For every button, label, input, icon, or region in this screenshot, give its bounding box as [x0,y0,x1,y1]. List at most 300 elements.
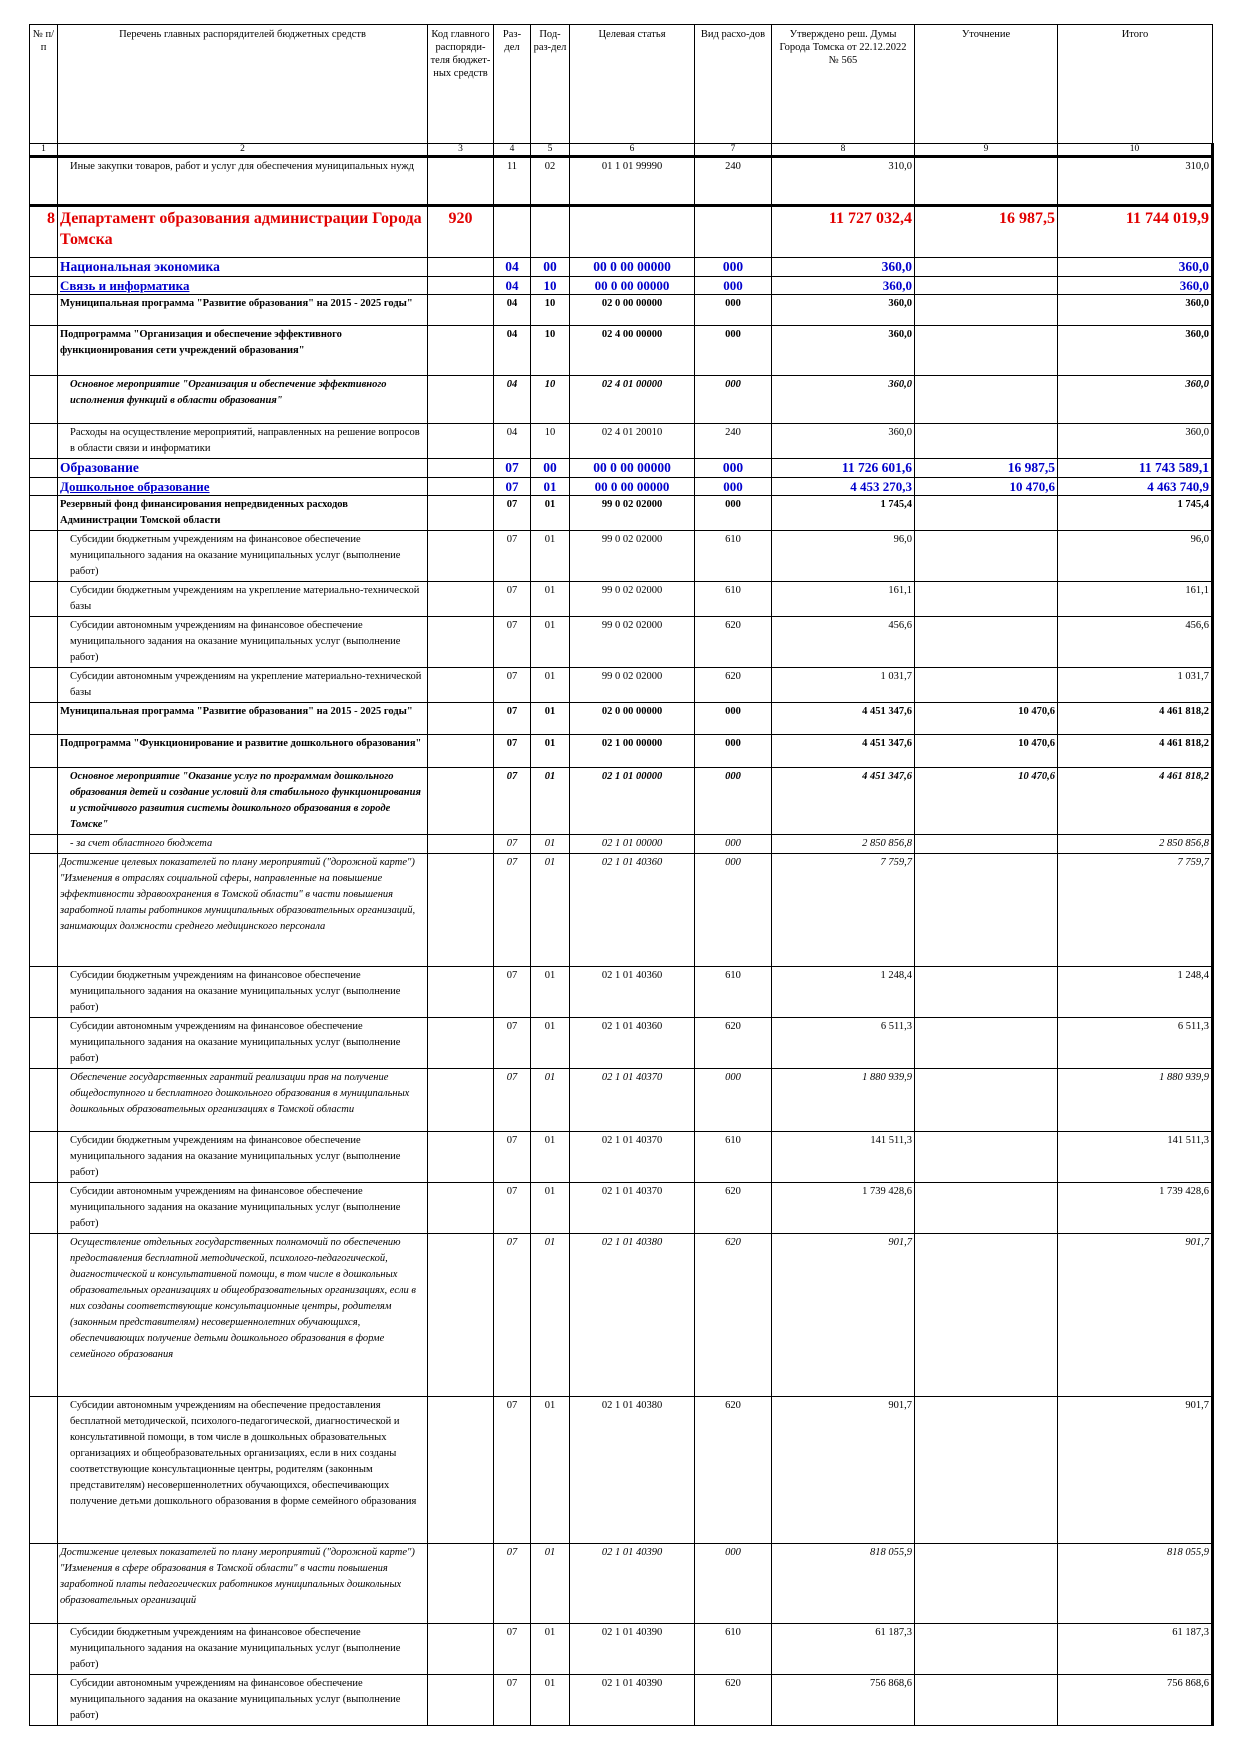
row-change [915,496,1058,531]
row-podrazdel: 01 [531,1544,570,1624]
row-total: 360,0 [1058,258,1213,277]
row-name: Резервный фонд финансирования непредвиденных расходов Администрации Томской области [58,496,428,531]
row-razdel: 07 [494,531,531,582]
row-expense-type: 620 [695,1397,772,1544]
row-podrazdel: 00 [531,258,570,277]
row-total: 901,7 [1058,1234,1213,1397]
row-podrazdel: 01 [531,496,570,531]
row-change [915,258,1058,277]
column-number: 4 [494,144,531,157]
row-target-article: 00 0 00 00000 [570,258,695,277]
row-change: 16 987,5 [915,459,1058,478]
row-target-article: 02 0 00 00000 [570,703,695,735]
row-expense-type: 000 [695,258,772,277]
row-number [30,1544,58,1624]
row-razdel: 07 [494,582,531,617]
row-number [30,967,58,1018]
row-razdel: 07 [494,703,531,735]
row-target-article: 02 1 01 00000 [570,768,695,835]
row-podrazdel: 01 [531,735,570,768]
row-number [30,1069,58,1132]
row-change [915,376,1058,424]
row-name: Субсидии автономным учреждениям на финансовое обеспечение муниципального задания на оказание муниципальных услуг (выполнение работ) [58,1018,428,1069]
column-number: 1 [30,144,58,157]
row-approved: 360,0 [772,376,915,424]
row-code [428,1234,494,1397]
row-total: 11 743 589,1 [1058,459,1213,478]
row-podrazdel: 01 [531,1018,570,1069]
row-change: 10 470,6 [915,768,1058,835]
row-name: Основное мероприятие "Организация и обеспечение эффективного исполнения функций в области образования" [58,376,428,424]
row-total: 7 759,7 [1058,854,1213,967]
row-podrazdel: 00 [531,459,570,478]
header-podrazdel: Под-раз-дел [531,25,570,144]
row-razdel: 07 [494,1069,531,1132]
row-podrazdel: 01 [531,582,570,617]
row-number [30,326,58,376]
row-expense-type: 620 [695,1675,772,1726]
row-podrazdel: 01 [531,967,570,1018]
row-total: 141 511,3 [1058,1132,1213,1183]
row-number [30,1132,58,1183]
row-code [428,258,494,277]
row-target-article: 02 4 00 00000 [570,326,695,376]
row-razdel: 07 [494,1234,531,1397]
row-razdel: 07 [494,854,531,967]
header-code: Код главного распоряди-теля бюджет-ных средств [428,25,494,144]
table-row [30,157,1213,206]
row-razdel: 07 [494,1183,531,1234]
row-expense-type: 000 [695,1544,772,1624]
row-number [30,258,58,277]
row-approved: 4 451 347,6 [772,735,915,768]
table-row [30,668,1213,703]
row-approved: 1 248,4 [772,967,915,1018]
row-code [428,854,494,967]
row-number [30,277,58,295]
row-change [915,1132,1058,1183]
row-target-article: 00 0 00 00000 [570,459,695,478]
row-target-article: 02 1 01 40390 [570,1544,695,1624]
row-name: Субсидии автономным учреждениям на укрепление материально-технической базы [58,668,428,703]
row-target-article: 02 1 01 40370 [570,1132,695,1183]
row-expense-type: 000 [695,703,772,735]
row-total: 6 511,3 [1058,1018,1213,1069]
table-row [30,1183,1213,1234]
row-target-article: 02 1 01 40370 [570,1183,695,1234]
row-number: 8 [30,206,58,258]
column-number: 5 [531,144,570,157]
row-approved: 7 759,7 [772,854,915,967]
row-target-article: 02 1 01 40360 [570,854,695,967]
row-approved: 756 868,6 [772,1675,915,1726]
row-change [915,326,1058,376]
header-expense-type: Вид расхо-дов [695,25,772,144]
row-name: Достижение целевых показателей по плану мероприятий ("дорожной карте") "Изменения в отраслях социальной сферы, направленные на повышение эффективности здравоохранения в Томской области" в части повышения заработной платы работников муниципальных образовательных организаций, занимающих должности среднего медицинского персонала [58,854,428,967]
table-row [30,376,1213,424]
row-change [915,617,1058,668]
row-change: 16 987,5 [915,206,1058,258]
row-target-article: 02 4 01 00000 [570,376,695,424]
row-target-article: 00 0 00 00000 [570,277,695,295]
row-expense-type: 000 [695,496,772,531]
row-total: 1 248,4 [1058,967,1213,1018]
row-code [428,835,494,854]
row-change [915,295,1058,326]
row-total: 4 463 740,9 [1058,478,1213,496]
budget-rows [30,157,1213,1726]
row-target-article: 99 0 02 02000 [570,668,695,703]
budget-table [29,24,1214,1726]
row-number [30,496,58,531]
row-total: 4 461 818,2 [1058,735,1213,768]
row-razdel: 07 [494,1675,531,1726]
row-razdel: 07 [494,617,531,668]
row-podrazdel: 01 [531,768,570,835]
row-expense-type: 000 [695,459,772,478]
row-approved: 141 511,3 [772,1132,915,1183]
table-row [30,424,1213,459]
row-expense-type: 240 [695,424,772,459]
row-code [428,531,494,582]
row-expense-type: 620 [695,1018,772,1069]
row-total: 360,0 [1058,295,1213,326]
row-name: Подпрограмма "Функционирование и развитие дошкольного образования" [58,735,428,768]
row-approved: 360,0 [772,424,915,459]
row-change [915,1018,1058,1069]
row-podrazdel: 01 [531,531,570,582]
row-expense-type: 610 [695,531,772,582]
row-name: Иные закупки товаров, работ и услуг для обеспечения муниципальных нужд [58,157,428,206]
table-row [30,1624,1213,1675]
row-approved: 1 880 939,9 [772,1069,915,1132]
row-podrazdel: 01 [531,1132,570,1183]
row-change [915,967,1058,1018]
row-code [428,157,494,206]
row-total: 456,6 [1058,617,1213,668]
row-code [428,967,494,1018]
row-razdel: 04 [494,326,531,376]
row-code [428,1624,494,1675]
row-razdel: 04 [494,277,531,295]
row-approved: 2 850 856,8 [772,835,915,854]
table-row [30,295,1213,326]
column-number: 10 [1058,144,1213,157]
row-number [30,668,58,703]
row-name: Субсидии бюджетным учреждениям на укрепление материально-технической базы [58,582,428,617]
row-approved: 901,7 [772,1234,915,1397]
row-name: Образование [58,459,428,478]
row-target-article: 99 0 02 02000 [570,582,695,617]
row-code [428,326,494,376]
row-podrazdel: 01 [531,703,570,735]
row-razdel: 04 [494,376,531,424]
row-change [915,531,1058,582]
row-expense-type: 610 [695,582,772,617]
row-target-article: 02 1 01 40360 [570,967,695,1018]
row-podrazdel: 01 [531,1069,570,1132]
row-podrazdel: 10 [531,326,570,376]
row-change [915,668,1058,703]
row-total: 360,0 [1058,277,1213,295]
table-row [30,1675,1213,1726]
row-number [30,1675,58,1726]
table-row [30,703,1213,735]
row-podrazdel: 10 [531,295,570,326]
table-row [30,531,1213,582]
header-num: № п/п [30,25,58,144]
row-expense-type: 000 [695,376,772,424]
row-razdel: 07 [494,668,531,703]
row-approved: 6 511,3 [772,1018,915,1069]
row-approved: 360,0 [772,277,915,295]
row-change [915,1183,1058,1234]
row-podrazdel: 01 [531,835,570,854]
row-approved: 96,0 [772,531,915,582]
row-name: Субсидии бюджетным учреждениям на финансовое обеспечение муниципального задания на оказание муниципальных услуг (выполнение работ) [58,531,428,582]
row-number [30,582,58,617]
row-number [30,1234,58,1397]
row-total: 4 461 818,2 [1058,703,1213,735]
row-approved: 310,0 [772,157,915,206]
row-razdel: 07 [494,835,531,854]
row-code [428,277,494,295]
row-code [428,376,494,424]
table-row [30,967,1213,1018]
row-code [428,1397,494,1544]
table-row [30,459,1213,478]
column-number-row [30,144,1213,157]
row-change [915,277,1058,295]
row-total: 11 744 019,9 [1058,206,1213,258]
header-total: Итого [1058,25,1213,144]
table-row [30,1018,1213,1069]
table-row [30,835,1213,854]
row-total: 2 850 856,8 [1058,835,1213,854]
row-target-article [570,206,695,258]
row-code [428,735,494,768]
row-approved: 818 055,9 [772,1544,915,1624]
row-code [428,582,494,617]
row-name: Основное мероприятие "Оказание услуг по программам дошкольного образования детей и создание условий для стабильного функционирования и устойчивого развития системы дошкольного образования в городе Томске" [58,768,428,835]
row-change: 10 470,6 [915,735,1058,768]
column-number: 6 [570,144,695,157]
row-total: 901,7 [1058,1397,1213,1544]
column-number: 9 [915,144,1058,157]
table-row [30,206,1213,258]
row-name: Расходы на осуществление мероприятий, направленных на решение вопросов в области связи и информатики [58,424,428,459]
row-target-article: 02 1 01 40390 [570,1675,695,1726]
row-total: 161,1 [1058,582,1213,617]
table-row [30,1397,1213,1544]
row-change [915,424,1058,459]
row-name: Муниципальная программа "Развитие образования" на 2015 - 2025 годы" [58,703,428,735]
row-razdel: 07 [494,1132,531,1183]
row-name: Обеспечение государственных гарантий реализации прав на получение общедоступного и бесплатного дошкольного образования в муниципальных дошкольных образовательных организациях в Томской области [58,1069,428,1132]
row-number [30,768,58,835]
row-target-article: 00 0 00 00000 [570,478,695,496]
row-target-article: 02 1 01 40380 [570,1234,695,1397]
row-expense-type: 610 [695,967,772,1018]
row-target-article: 02 1 01 40390 [570,1624,695,1675]
row-number [30,735,58,768]
row-change [915,157,1058,206]
row-podrazdel: 01 [531,617,570,668]
row-code [428,459,494,478]
row-podrazdel: 01 [531,1675,570,1726]
row-approved: 360,0 [772,326,915,376]
row-number [30,854,58,967]
row-approved: 11 726 601,6 [772,459,915,478]
row-code [428,478,494,496]
table-row [30,582,1213,617]
row-total: 756 868,6 [1058,1675,1213,1726]
row-name: Дошкольное образование [58,478,428,496]
row-razdel: 11 [494,157,531,206]
row-code [428,768,494,835]
header-change: Уточнение [915,25,1058,144]
row-name: Субсидии бюджетным учреждениям на финансовое обеспечение муниципального задания на оказание муниципальных услуг (выполнение работ) [58,1624,428,1675]
row-change [915,1069,1058,1132]
row-total: 96,0 [1058,531,1213,582]
row-change [915,835,1058,854]
column-number: 3 [428,144,494,157]
row-razdel [494,206,531,258]
row-target-article: 02 0 00 00000 [570,295,695,326]
row-name: Субсидии автономным учреждениям на финансовое обеспечение муниципального задания на оказание муниципальных услуг (выполнение работ) [58,1675,428,1726]
row-total: 360,0 [1058,326,1213,376]
row-target-article: 99 0 02 02000 [570,531,695,582]
row-code [428,617,494,668]
row-podrazdel: 01 [531,478,570,496]
row-number [30,295,58,326]
row-target-article: 99 0 02 02000 [570,617,695,668]
row-code [428,1069,494,1132]
row-name: Субсидии автономным учреждениям на финансовое обеспечение муниципального задания на оказание муниципальных услуг (выполнение работ) [58,1183,428,1234]
row-razdel: 07 [494,496,531,531]
table-row [30,1234,1213,1397]
row-podrazdel [531,206,570,258]
row-razdel: 07 [494,768,531,835]
row-number [30,1624,58,1675]
row-expense-type: 620 [695,617,772,668]
row-total: 818 055,9 [1058,1544,1213,1624]
row-expense-type: 620 [695,1234,772,1397]
row-expense-type: 240 [695,157,772,206]
row-target-article: 02 1 01 40370 [570,1069,695,1132]
row-code [428,1544,494,1624]
row-expense-type: 000 [695,326,772,376]
row-name: Субсидии автономным учреждениям на обеспечение предоставления бесплатной методической, психолого-педагогической, диагностической и консультативной помощи, в том числе в дошкольных образовательных организациях и общеобразовательных организациях, если в них созданы соответствующие консультационные центры, родителям (законным представителям) несовершеннолетних обучающихся, обеспечивающих получение детьми дошкольного образования в форме семейного образования [58,1397,428,1544]
row-number [30,424,58,459]
row-name: Муниципальная программа "Развитие образования" на 2015 - 2025 годы" [58,295,428,326]
row-change [915,1675,1058,1726]
row-change [915,1544,1058,1624]
row-change: 10 470,6 [915,478,1058,496]
row-total: 310,0 [1058,157,1213,206]
row-change [915,854,1058,967]
row-number [30,531,58,582]
row-number [30,703,58,735]
row-expense-type: 000 [695,277,772,295]
row-expense-type: 000 [695,1069,772,1132]
row-podrazdel: 01 [531,1624,570,1675]
row-target-article: 02 1 01 40360 [570,1018,695,1069]
row-total: 61 187,3 [1058,1624,1213,1675]
row-expense-type: 000 [695,854,772,967]
row-razdel: 07 [494,1018,531,1069]
row-target-article: 02 4 01 20010 [570,424,695,459]
table-row [30,617,1213,668]
row-name: Национальная экономика [58,258,428,277]
row-number [30,376,58,424]
row-change [915,1624,1058,1675]
row-expense-type: 620 [695,1183,772,1234]
row-approved: 11 727 032,4 [772,206,915,258]
row-podrazdel: 10 [531,277,570,295]
row-code [428,295,494,326]
header-razdel: Раз-дел [494,25,531,144]
column-number: 8 [772,144,915,157]
row-name: Достижение целевых показателей по плану мероприятий ("дорожной карте") "Изменения в сфере образования в Томской области" в части повышения заработной платы педагогических работников муниципальных дошкольных образовательных организаций [58,1544,428,1624]
row-razdel: 07 [494,1397,531,1544]
row-total: 4 461 818,2 [1058,768,1213,835]
row-code [428,668,494,703]
row-approved: 1 745,4 [772,496,915,531]
column-number: 2 [58,144,428,157]
row-razdel: 04 [494,295,531,326]
row-podrazdel: 01 [531,1397,570,1544]
row-razdel: 07 [494,1624,531,1675]
row-name: Связь и информатика [58,277,428,295]
row-number [30,1397,58,1544]
row-expense-type: 000 [695,295,772,326]
row-approved: 4 451 347,6 [772,703,915,735]
row-expense-type: 610 [695,1132,772,1183]
row-razdel: 07 [494,1544,531,1624]
row-code [428,1675,494,1726]
row-total: 1 745,4 [1058,496,1213,531]
row-name: Субсидии автономным учреждениям на финансовое обеспечение муниципального задания на оказание муниципальных услуг (выполнение работ) [58,617,428,668]
row-code [428,1183,494,1234]
row-change: 10 470,6 [915,703,1058,735]
table-row [30,1544,1213,1624]
row-razdel: 04 [494,424,531,459]
row-razdel: 04 [494,258,531,277]
row-name: - за счет областного бюджета [58,835,428,854]
row-expense-type: 000 [695,478,772,496]
row-code [428,1132,494,1183]
table-row [30,258,1213,277]
row-approved: 4 451 347,6 [772,768,915,835]
row-podrazdel: 01 [531,1183,570,1234]
row-code [428,424,494,459]
row-change [915,1234,1058,1397]
row-razdel: 07 [494,478,531,496]
row-total: 1 031,7 [1058,668,1213,703]
table-row [30,768,1213,835]
table-row [30,326,1213,376]
table-row [30,735,1213,768]
table-row [30,496,1213,531]
row-code [428,703,494,735]
row-approved: 360,0 [772,295,915,326]
row-name: Подпрограмма "Организация и обеспечение эффективного функционирования сети учреждений образования" [58,326,428,376]
row-approved: 4 453 270,3 [772,478,915,496]
header-row [30,25,1213,144]
row-number [30,617,58,668]
row-podrazdel: 01 [531,668,570,703]
